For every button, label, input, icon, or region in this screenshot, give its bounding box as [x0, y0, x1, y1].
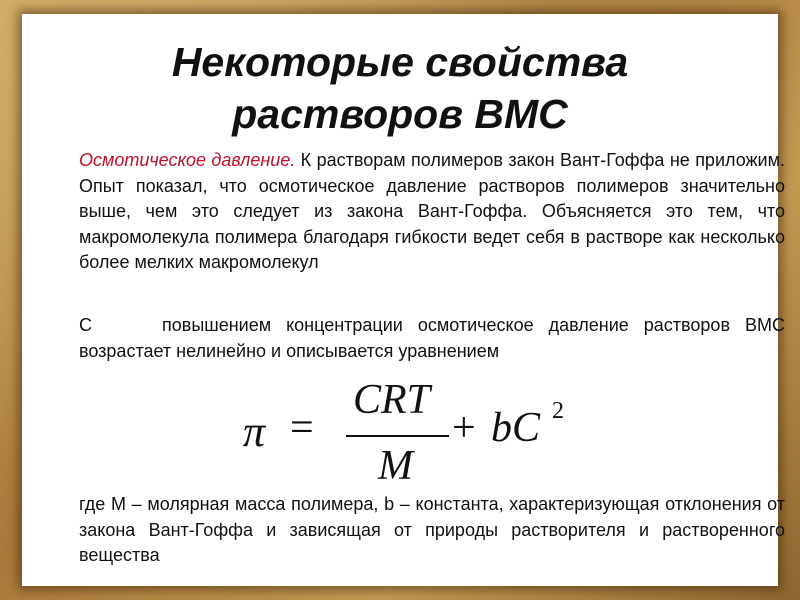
highlight-osmotic-pressure: Осмотическое давление. [79, 150, 296, 170]
formula-term: bC [491, 405, 541, 451]
title-line-1: Некоторые свойства [171, 39, 629, 85]
slide-title [22, 36, 778, 140]
formula-pi: π [243, 407, 266, 456]
paragraph-2-text: повышением концентрации осмотическое давление растворов ВМС возрастает нелинейно и описывается уравнением [79, 315, 785, 361]
paragraph-1-text: К растворам полимеров закон Вант-Гоффа не приложим. Опыт показал, что осмотическое давление растворов полимеров значительно выше, чем это следует из закона Вант-Гоффа. Объясняется это тем, что макромолекула полимера благодаря гибкости ведет себя в растворе как несколько более мелких макромолекул [79, 150, 785, 272]
title-line-2: растворов ВМС [232, 91, 568, 137]
formula-plus: + [452, 405, 476, 451]
osmotic-pressure-equation [240, 376, 580, 496]
formula-denominator: M [378, 443, 413, 489]
formula-numerator: CRT [353, 377, 431, 423]
slide [22, 14, 785, 586]
paragraph-osmotic-pressure [48, 148, 785, 276]
paragraph-concentration [48, 313, 785, 364]
formula-equals: = [290, 405, 314, 451]
paragraph-definitions: где M – молярная масса полимера, b – константа, характеризующая отклонения от закона Вант-Гоффа и зависящая от природы растворителя и растворенного вещества [79, 494, 785, 565]
fraction-bar [346, 435, 449, 437]
formula-exponent: 2 [552, 398, 564, 424]
paragraph-2-lead: С [79, 315, 92, 335]
